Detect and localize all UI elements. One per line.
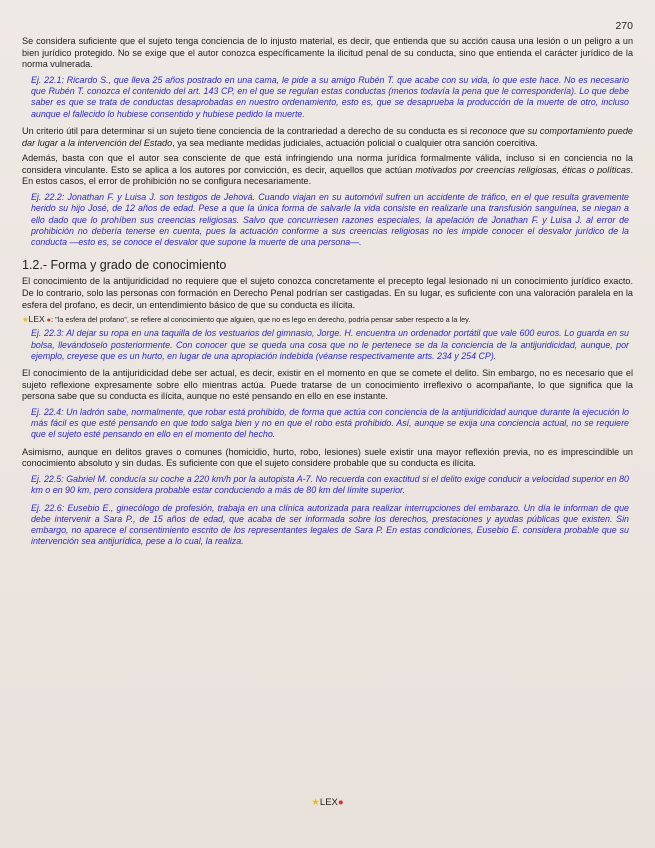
example-22-1: Ej. 22.1: Ricardo S., que lleva 25 años postrado en una cama, le pide a su amigo Rubén T. que acabe con su vida, lo que este hace. No es necesario que Rubén T. conozca el contenido del art. 143 CP, en el que se regulan estas conductas (menos todavía la pena que le correspondería). Lo que debe saber es que se trata de conductas desaprobadas en nuestro ordenamiento, esto es, que se desaprueba la producción de la muerte de otro, incluso aunque el fallecido lo hubiese consentido y hubiese pedido la muerte. xyxy=(31,74,629,119)
example-22-6: Ej. 22.6: Eusebio E., ginecólogo de profesión, trabaja en una clínica autorizada para realizar interrupciones del embarazo. Un día le informan de que debe intervenir a Sara P., de 15 años de edad, que acaba de ser informada sobre los derechos, prestaciones y ayudas públicas que existen. Sin embargo, no aparece el consentimiento escrito de los representantes legales de Sara P. En estas condiciones, Eusebio E. considera probable que su intervención sea antijurídica, pese a lo cual, la realiza. xyxy=(31,502,629,547)
page-number: 270 xyxy=(615,20,633,32)
criterion-text-a: Un criterio útil para determinar si un sujeto tiene conciencia de la contrariedad a derecho de su conducta es si xyxy=(22,125,470,136)
example-22-3: Ej. 22.3: Al dejar su ropa en una taquilla de los vestuarios del gimnasio, Jorge. H. encuentra un ordenador portátil que vale 600 euros. Lo guarda en su bolsa, llevándoselo posteriormente. Con conocer que se queda una cosa que no le pertenece se da la conciencia de la antijuridicidad, aunque, por ejemplo, creyese que es un hurto, en lugar de una apropiación indebida (véanse respectivamente arts. 234 y 254 CP). xyxy=(31,328,629,361)
conviction-text-emph: motivados por creencias religiosas, éticas o políticas xyxy=(415,164,631,175)
example-22-5: Ej. 22.5: Gabriel M. conducía su coche a 220 km/h por la autopista A-7. No recuerda con exactitud si el delito exige conducir a velocidad superior en 80 km o en 90 km, pero considera probable estar conduciendo a más de 80 km del límite superior. xyxy=(31,473,629,496)
conviction-text-a: Además, basta con que el autor sea consciente de que está infringiendo una norma jurídica formalmente válida, incluso si en conciencia no la considera vinculante. Esto se aplica a los autores por convicción, es decir, aquellos que actúan xyxy=(22,153,633,175)
knowledge-paragraph: El conocimiento de la antijuridicidad no requiere que el sujeto conozca concretamente el precepto legal lesionado ni un conocimiento jurídico exacto. De lo contrario, solo las personas con formación en Derecho Penal podrían ser castigadas. En su lugar, es suficiente con una valoración paralela en la esfera del profano, es decir, un entendimiento básico de que su conducta es ilícita. xyxy=(22,276,633,310)
criterion-text-c: , ya sea mediante medidas judiciales, actuación policial o cualquier otra sanción coercitiva. xyxy=(172,137,538,148)
intro-paragraph: Se considera suficiente que el sujeto tenga conciencia de lo injusto material, es decir, que entienda que su acción causa una lesión o un peligro a un bien jurídico protegido. No se exige que el autor conozca específicamente la ilicitud penal de su conducta, sino que entienda el carácter jurídico de la norma vulnerada. xyxy=(22,36,633,70)
footer-star-icon: ★ xyxy=(311,797,320,808)
footer-lex-label: LEX xyxy=(319,797,338,808)
lex-note xyxy=(22,315,633,324)
probability-paragraph: Asimismo, aunque en delitos graves o comunes (homicidio, hurto, robo, lesiones) suele existir una mayor reflexión previa, no es imprescindible un conocimiento absoluto y sin dudas. Es suficiente con que el sujeto considere probable que su conducta es ilícita. xyxy=(22,446,633,469)
criterion-paragraph xyxy=(22,126,633,149)
example-22-4: Ej. 22.4: Un ladrón sabe, normalmente, que robar está prohibido, de forma que actúa con conciencia de la antijuridicidad aunque durante la ejecución lo más fácil es que esté pensando en que todo salga bien y no en que el robo está prohibido. Así, aunque se exija una conciencia actual, no se requiere que el sujeto esté pensando en ello en el momento del hecho. xyxy=(31,406,629,440)
drop-icon: ● xyxy=(46,315,52,325)
section-title: 1.2.- Forma y grado de conocimiento xyxy=(22,258,227,273)
conviction-text-c: . En estos casos, el error de prohibición no se configura necesariamente. xyxy=(22,164,633,187)
example-22-2: Ej. 22.2: Jonathan F. y Luisa J. son testigos de Jehová. Cuando viajan en su automóvil sufren un accidente de tráfico, en el que resulta gravemente herido su hijo José, de 12 años de edad. Pese a que la única forma de salvarle la vida consiste en realizarle una transfusión sanguínea, se niegan a ello dado que lo prohíben sus creencias religiosas. Salvo que concurriesen razones especiales, la apelación de Jonathan F. y Luisa J. al error de prohibición no debería tenerse en cuenta, pues la actuación conforme a sus creencias religiosas no les impide conocer el desvalor jurídico de la conducta —esto es, se conoce el desvalor que supone la muerte de una persona—. xyxy=(31,191,629,248)
conviction-paragraph xyxy=(22,153,633,188)
lex-note-text: : "la esfera del profano", se refiere al conocimiento que alguien, que no es lego en derecho, podría pensar saber respecto a la ley. xyxy=(51,315,471,325)
star-icon: ★ xyxy=(22,315,29,325)
footer-drop-icon: ● xyxy=(337,797,344,808)
criterion-text-emph: reconoce que su comportamiento puede dar lugar a la intervención del Estado xyxy=(22,125,633,148)
actual-knowledge-paragraph: El conocimiento de la antijuridicidad debe ser actual, es decir, existir en el momento en que se comete el delito. Sin embargo, no es necesario que el sujeto reflexione expresamente sobre ello mientras actúa. Puede tratarse de un conocimiento irreflexivo o acompañante, lo que significa que la persona sabe que su conducta es ilícita, aunque no esté pensando en ello en ese instante. xyxy=(22,368,633,402)
footer-lex-logo xyxy=(0,797,655,808)
lex-note-label: LEX xyxy=(28,314,45,325)
